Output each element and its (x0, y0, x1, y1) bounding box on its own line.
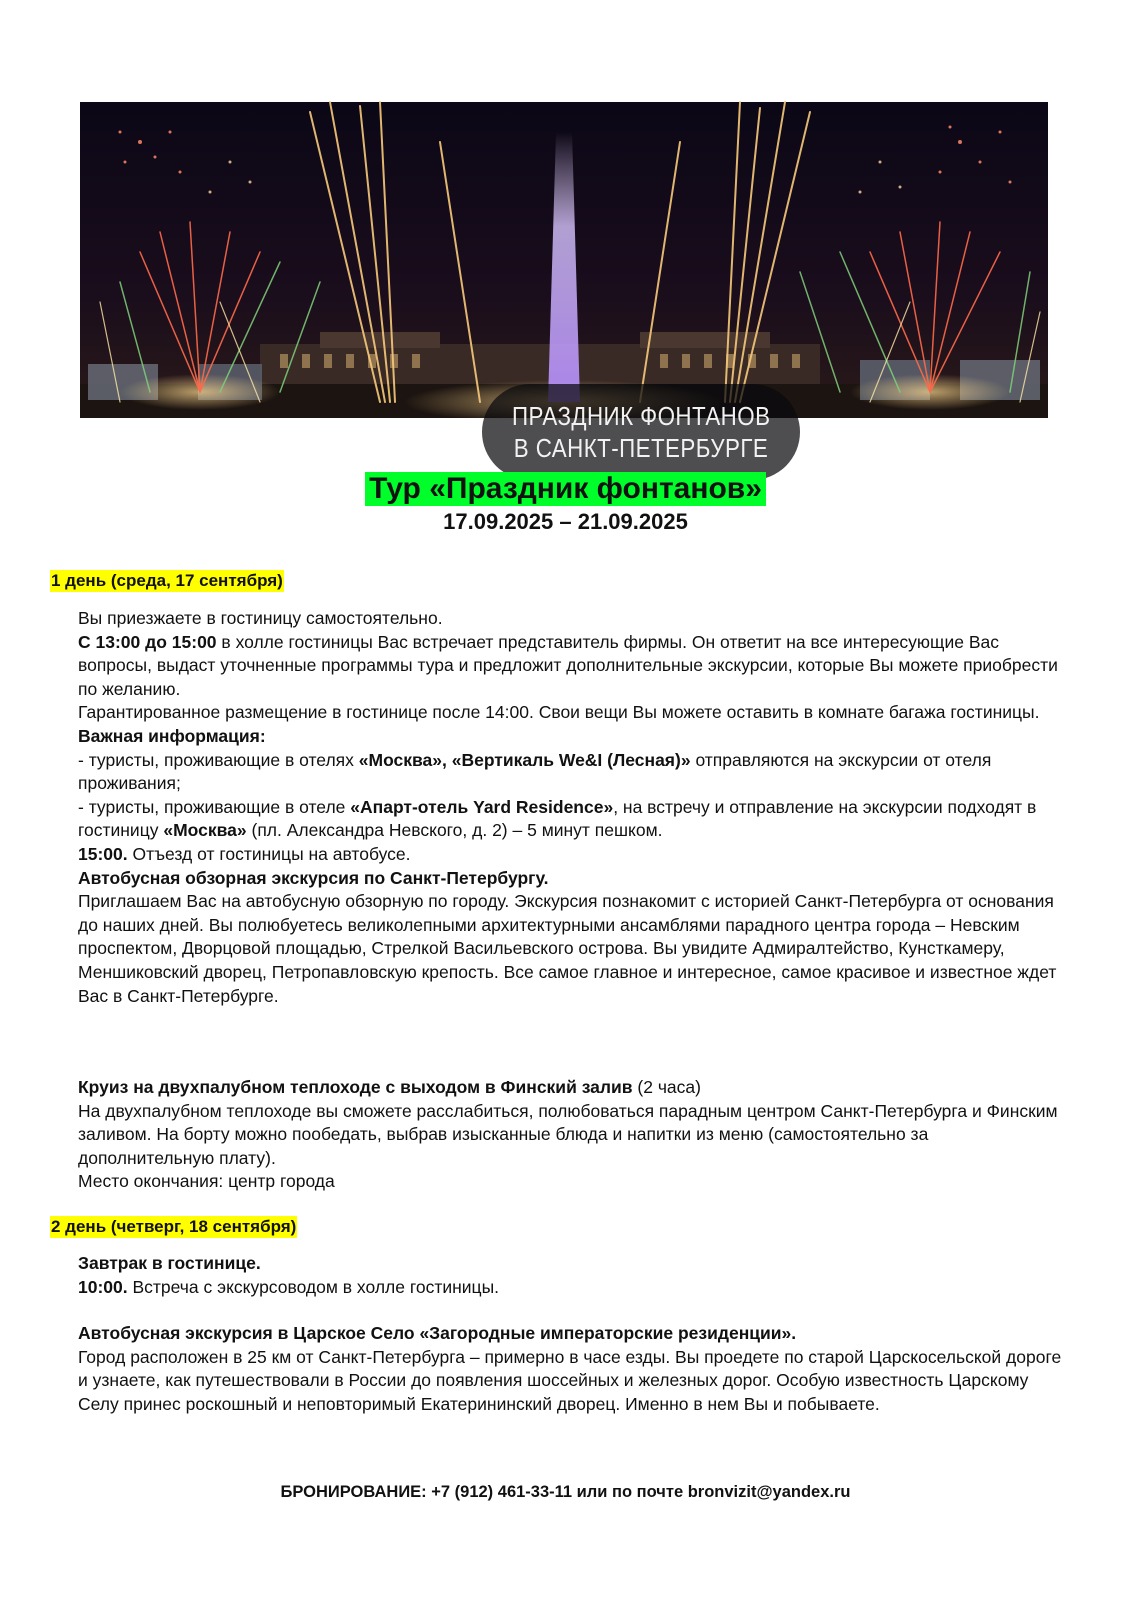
hero-banner (80, 102, 1048, 463)
cruise-heading: Круиз на двухпалубном теплоходе с выходом в Финский залив (78, 1077, 633, 1097)
info2-text-a: - туристы, проживающие в отеле (78, 796, 351, 817)
fireworks-illustration (80, 102, 1048, 418)
day2-intro (78, 1252, 1068, 1299)
tsarskoe-text: Город расположен в 25 км от Санкт-Петербурга – примерно в часе езды. Вы проедете по старой Царскосельской дороге и узнаете, как путешествовали в России до появления шоссейных и железных дорог. Особую известность Царскому Селу принес роскошный и неповторимый Екатерининский дворец. Именно в нем Вы и побываете. (78, 1346, 1062, 1414)
day1-depart (78, 843, 1068, 867)
cruise-section (78, 1076, 1068, 1194)
info1-text-b: отправляются на экскурсии от отеля проживания; (78, 749, 992, 794)
tour-dates: 17.09.2025 – 21.09.2025 (443, 509, 688, 534)
cruise-text: На двухпалубном теплоходе вы сможете расслабиться, полюбоваться парадным центром Санкт-Петербурга и Финским заливом. На борту можно пообедать, выбрав изысканные блюда и напитки из меню (самостоятельно за дополнительную плату). (78, 1100, 1058, 1168)
info2-text-b: , на встречу и отправление на экскурсии подходят в гостиницу (78, 796, 1037, 841)
day1-arrive: Вы приезжаете в гостиницу самостоятельно. (78, 608, 443, 628)
day1-meet-time: С 13:00 до 15:00 (78, 631, 217, 652)
day2-meet-text: Встреча с экскурсоводом в холле гостиницы. (127, 1276, 500, 1297)
day1-heading: 1 день (среда, 17 сентября) (51, 571, 283, 590)
cruise-duration: (2 часа) (632, 1077, 701, 1097)
depart-time: 15:00. (78, 843, 128, 864)
tsarskoe-section (78, 1322, 1068, 1416)
bus-tour-text: Приглашаем Вас на автобусную обзорную по городу. Экскурсия познакомит с историей Санкт-Петербурга от основания до наших дней. Вы полюбуетесь великолепными архитектурными ансамблями парадного центра города – Невским проспектом, Дворцовой площадью, Стрелкой Васильевского острова. Вы увидите Адмиралтейство, Кунсткамеру, Меншиковский дворец, Петропавловскую крепость. Все самое главное и интересное, самое красивое и известное ждет Вас в Санкт-Петербурге. (78, 891, 1057, 1006)
depart-text: Отъезд от гостиницы на автобусе. (127, 843, 411, 864)
important-info-2 (78, 796, 1068, 843)
banner-caption-line1: ПРАЗДНИК ФОНТАНОВ (511, 401, 771, 431)
info2-hotel: «Апарт-отель Yard Residence» (350, 796, 614, 817)
cruise-end: Место окончания: центр города (78, 1171, 335, 1192)
day1-intro (78, 607, 1068, 1008)
day2-meet-time: 10:00. (78, 1276, 128, 1297)
title-block (0, 472, 1131, 536)
info1-hotels: «Москва», «Вертикаль We&I (Лесная)» (358, 749, 691, 770)
bus-tour-heading: Автобусная обзорная экскурсия по Санкт-Петербургу. (78, 867, 549, 888)
banner-caption-line2: В САНКТ-ПЕТЕРБУРГЕ (513, 433, 769, 463)
info2-text-c: (пл. Александра Невского, д. 2) – 5 минут пешком. (246, 820, 663, 841)
day2-breakfast: Завтрак в гостинице. (78, 1253, 261, 1273)
tour-title: Тур «Праздник фонтанов» (365, 472, 766, 506)
day1-accommodation: Гарантированное размещение в гостинице после 14:00. Свои вещи Вы можете оставить в комнате багажа гостиницы. (78, 702, 1040, 723)
info2-moscow: «Москва» (163, 820, 247, 841)
day2-meet (78, 1276, 1068, 1300)
important-info-1 (78, 749, 1068, 796)
cruise-title (78, 1076, 1068, 1100)
info1-text-a: - туристы, проживающие в отелях (78, 749, 359, 770)
important-heading: Важная информация: (78, 725, 266, 746)
day2-heading: 2 день (четверг, 18 сентября) (51, 1217, 297, 1236)
booking-info: БРОНИРОВАНИЕ: +7 (912) 461-33-11 или по почте bronvizit@yandex.ru (280, 1483, 851, 1501)
day1-meet (78, 631, 1068, 702)
tsarskoe-heading: Автобусная экскурсия в Царское Село «Загородные императорские резиденции». (78, 1323, 797, 1343)
day1-meet-text: в холле гостиницы Вас встречает представитель фирмы. Он ответит на все интересующие Вас вопросы, выдаст уточненные программы тура и предложит дополнительные экскурсии, которые Вы можете приобрести по желанию. (78, 631, 1058, 699)
banner-caption (482, 384, 800, 480)
